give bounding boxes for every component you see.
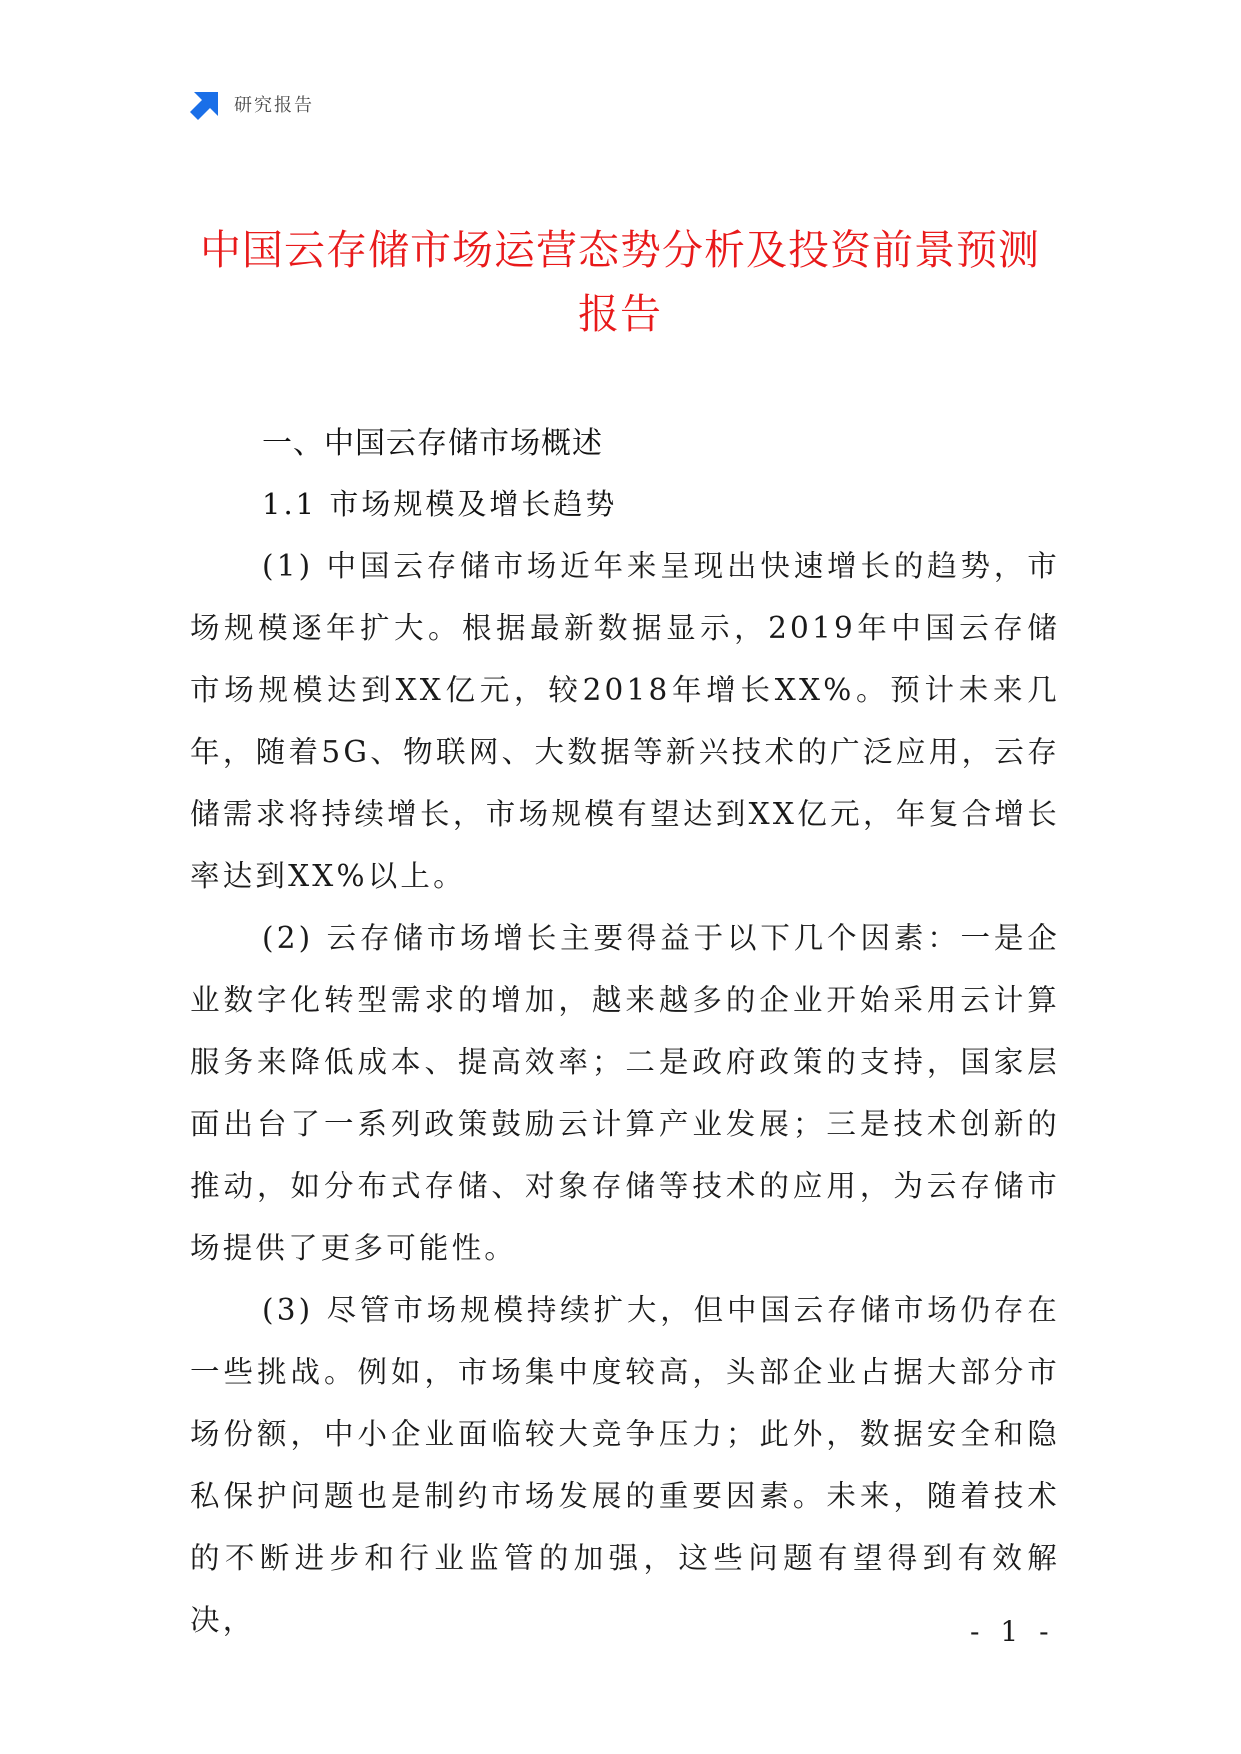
document-body [190,535,1060,1651]
report-header [190,88,314,120]
sub-heading: 1.1 市场规模及增长趋势 [262,487,618,521]
paragraph-2: (2) 云存储市场增长主要得益于以下几个因素：一是企业数字化转型需求的增加，越来越多的企业开始采用云计算服务来降低成本、提高效率；二是政府政策的支持，国家层面出台了一系列政策鼓励云计算产业发展；三是技术创新的推动，如分布式存储、对象存储等技术的应用，为云存储市场提供了更多可能性。 [190,921,1060,1265]
section-heading: 一、中国云存储市场概述 [262,426,603,461]
paragraph-1: (1) 中国云存储市场近年来呈现出快速增长的趋势，市场规模逐年扩大。根据最新数据显示，2019年中国云存储市场规模达到XX亿元，较2018年增长XX%。预计未来几年，随着5G、物联网、大数据等新兴技术的广泛应用，云存储需求将持续增长，市场规模有望达到XX亿元，年复合增长率达到XX%以上。 [190,549,1060,893]
paragraph-3: (3) 尽管市场规模持续扩大，但中国云存储市场仍存在一些挑战。例如，市场集中度较高，头部企业占据大部分市场份额，中小企业面临较大竞争压力；此外，数据安全和隐私保护问题也是制约市场发展的重要因素。未来，随着技术的不断进步和行业监管的加强，这些问题有望得到有效解决， [190,1293,1060,1637]
page-number: - 1 - [970,1615,1055,1648]
document-title: 中国云存储市场运营态势分析及投资前景预测报告 [200,226,1040,338]
header-label: 研究报告 [234,95,314,116]
arrow-up-right-icon [190,88,222,120]
